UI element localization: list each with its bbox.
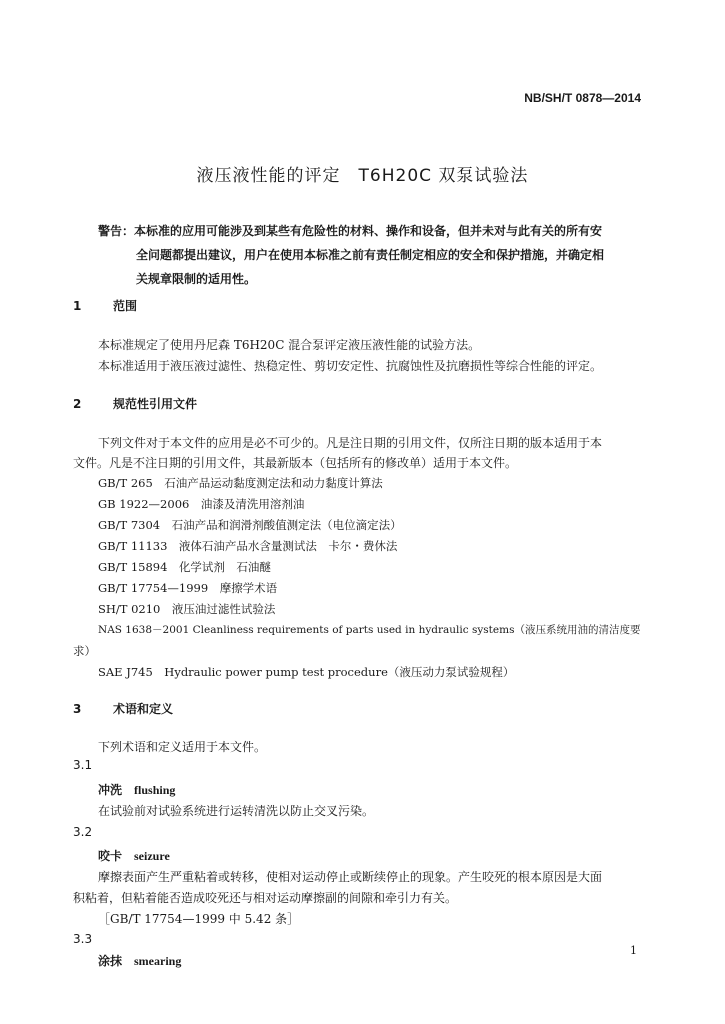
- reference-item: GB 1922—2006 油漆及清洗用溶剂油: [98, 497, 305, 511]
- section-1-paragraph-1: 本标准规定了使用丹尼森 T6H20C 混合泵评定液压液性能的试验方法。: [98, 338, 481, 352]
- section-1-number: 1: [73, 299, 82, 313]
- warning-line-1: 本标准的应用可能涉及到某些有危险性的材料、操作和设备，但并未对与此有关的所有安: [134, 224, 603, 238]
- term-3-2-heading: [98, 847, 170, 864]
- page-number: 1: [630, 944, 637, 957]
- reference-item: SH/T 0210 液压油过滤性试验法: [98, 602, 276, 616]
- reference-item: GB/T 7304 石油产品和润滑剂酸值测定法（电位滴定法）: [98, 518, 402, 532]
- reference-item: GB/T 15894 化学试剂 石油醚: [98, 560, 271, 574]
- term-3-2-number: 3.2: [73, 825, 93, 839]
- section-3-heading: [73, 700, 173, 717]
- section-2-intro-2: 文件。凡是不注日期的引用文件，其最新版本（包括所有的修改单）适用于本文件。: [73, 456, 518, 470]
- term-3-3-chinese: 涂抹: [98, 954, 123, 968]
- term-3-3-number: 3.3: [73, 932, 93, 946]
- term-3-2-definition-2: 积粘着，但粘着能否造成咬死还与相对运动摩擦副的间隙和牵引力有关。: [73, 891, 458, 905]
- term-3-1-definition: 在试验前对试验系统进行运转清洗以防止交叉污染。: [98, 804, 375, 818]
- section-2-heading: [73, 395, 197, 412]
- section-2-title: 规范性引用文件: [113, 397, 198, 411]
- reference-item: GB/T 265 石油产品运动黏度测定法和动力黏度计算法: [98, 476, 383, 490]
- section-2-intro-1: 下列文件对于本文件的应用是必不可少的。凡是注日期的引用文件，仅所注日期的版本适用于本: [98, 436, 603, 450]
- term-3-1-heading: [98, 781, 175, 798]
- reference-item: NAS 1638－2001 Cleanliness requirements of parts used in hydraulic systems（液压系统用油的清洁度要: [98, 624, 641, 636]
- reference-item: GB/T 11133 液体石油产品水含量测试法 卡尔・费休法: [98, 539, 398, 553]
- term-3-1-chinese: 冲洗: [98, 783, 123, 797]
- section-3-title: 术语和定义: [113, 702, 174, 716]
- term-3-2-definition-1: 摩擦表面产生严重粘着或转移，使相对运动停止或断续停止的现象。产生咬死的根本原因是大面: [98, 870, 603, 884]
- term-3-3-english: smearing: [134, 954, 182, 968]
- warning-line-3: 关规章限制的适用性。: [136, 272, 257, 286]
- term-3-2-english: seizure: [134, 849, 170, 863]
- term-3-2-chinese: 咬卡: [98, 849, 123, 863]
- warning-line-2: 全问题都提出建议，用户在使用本标准之前有责任制定相应的安全和保护措施，并确定相: [136, 248, 605, 262]
- warning-label: 警告：: [98, 224, 135, 238]
- section-1-heading: [73, 297, 137, 314]
- section-1-paragraph-2: 本标准适用于液压液过滤性、热稳定性、剪切安定性、抗腐蚀性及抗磨损性等综合性能的评定。: [98, 359, 603, 373]
- section-3-intro: 下列术语和定义适用于本文件。: [98, 740, 267, 754]
- document-title: 液压液性能的评定 T6H20C 双泵试验法: [196, 166, 529, 186]
- term-3-1-english: flushing: [134, 783, 176, 797]
- term-3-3-heading: [98, 952, 181, 969]
- reference-item: GB/T 17754—1999 摩擦学术语: [98, 581, 278, 595]
- section-1-title: 范围: [113, 299, 138, 313]
- reference-item: SAE J745 Hydraulic power pump test procedure（液压动力泵试验规程）: [98, 665, 515, 679]
- reference-item-continuation: 求）: [73, 644, 96, 658]
- warning-block: [98, 219, 646, 291]
- term-3-1-number: 3.1: [73, 758, 93, 772]
- section-2-number: 2: [73, 397, 82, 411]
- section-3-number: 3: [73, 702, 82, 716]
- standard-number: NB/SH/T 0878—2014: [524, 91, 641, 105]
- term-3-2-source: ［GB/T 17754—1999 中 5.42 条］: [98, 912, 300, 926]
